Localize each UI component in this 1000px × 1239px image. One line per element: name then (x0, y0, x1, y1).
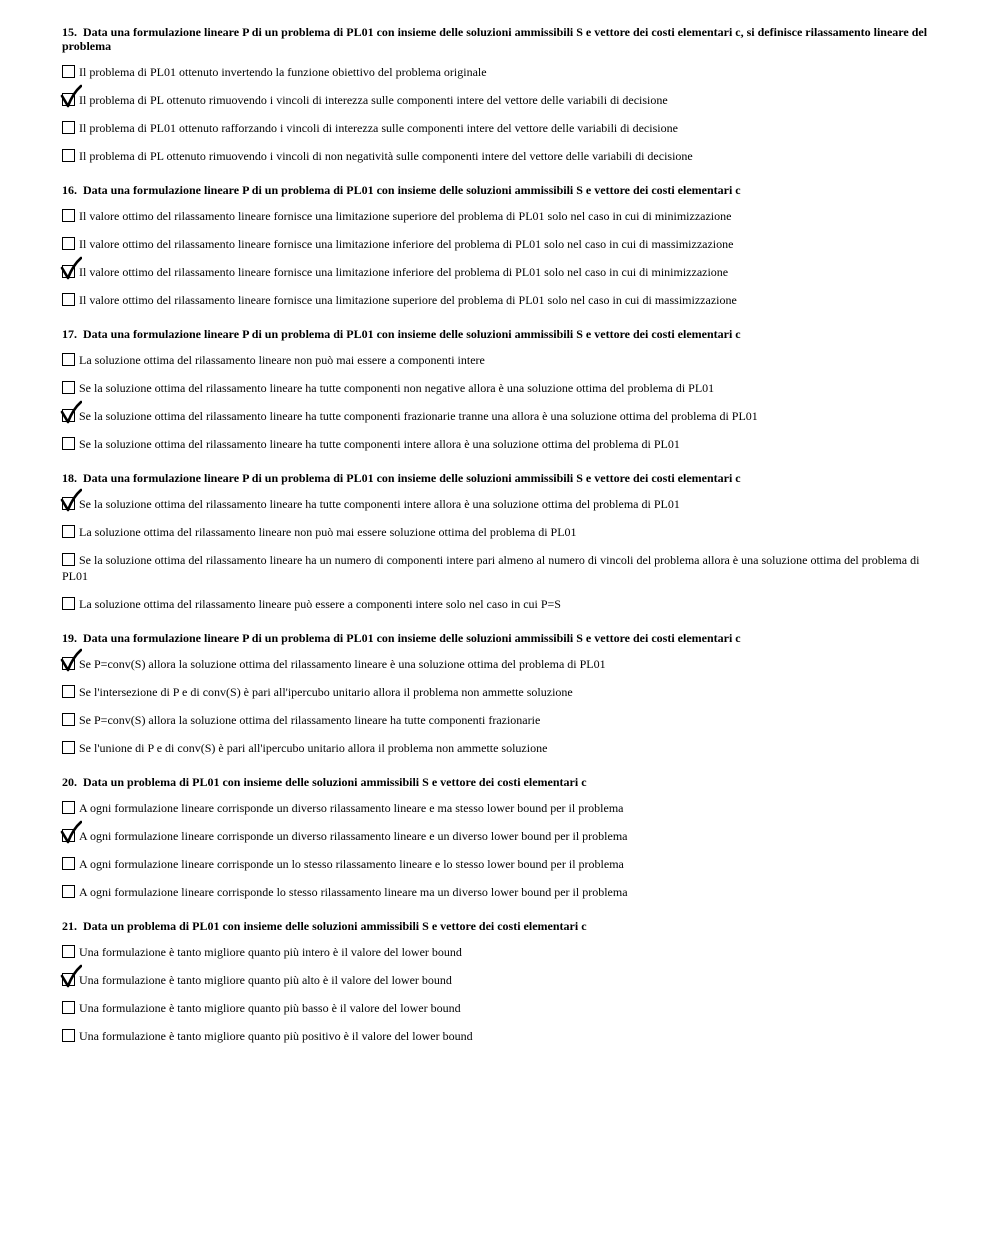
checkbox[interactable] (62, 801, 75, 814)
option-text: A ogni formulazione lineare corrisponde un diverso rilassamento lineare e un diverso lower bound per il problema (79, 829, 628, 843)
question-number: 21. (62, 919, 77, 933)
question-text: Data un problema di PL01 con insieme delle soluzioni ammissibili S e vettore dei costi elementari c (83, 919, 587, 933)
option-text: A ogni formulazione lineare corrisponde un diverso rilassamento lineare e ma stesso lower bound per il problema (79, 801, 624, 815)
question-text: Data una formulazione lineare P di un problema di PL01 con insieme delle soluzioni ammissibili S e vettore dei costi elementari c (83, 327, 741, 341)
option-text: Se l'unione di P e di conv(S) è pari all'ipercubo unitario allora il problema non ammette soluzione (79, 741, 548, 755)
option-text: Il valore ottimo del rilassamento lineare fornisce una limitazione superiore del problema di PL01 solo nel caso in cui di massimizzazione (79, 293, 737, 307)
checkbox[interactable] (62, 209, 75, 222)
question-number: 17. (62, 327, 77, 341)
question-19 (62, 631, 932, 762)
checkbox[interactable] (62, 149, 75, 162)
checkbox[interactable] (62, 1029, 75, 1042)
answer-option[interactable] (62, 1022, 932, 1050)
option-text: Il valore ottimo del rilassamento lineare fornisce una limitazione superiore del problema di PL01 solo nel caso in cui di minimizzazione (79, 209, 732, 223)
question-text: Data una formulazione lineare P di un problema di PL01 con insieme delle soluzioni ammissibili S e vettore dei costi elementari c (83, 183, 741, 197)
checkbox[interactable] (62, 437, 75, 450)
checkbox[interactable] (62, 237, 75, 250)
question-text: Data una formulazione lineare P di un problema di PL01 con insieme delle soluzioni ammissibili S e vettore dei costi elementari c (83, 631, 741, 645)
answer-option[interactable] (62, 678, 932, 706)
question-number: 16. (62, 183, 77, 197)
option-text: Una formulazione è tanto migliore quanto più intero è il valore del lower bound (79, 945, 462, 959)
checkbox[interactable] (62, 885, 75, 898)
option-text: Il problema di PL01 ottenuto invertendo la funzione obiettivo del problema originale (79, 65, 487, 79)
question-16 (62, 183, 932, 314)
option-list (62, 346, 932, 458)
option-text: La soluzione ottima del rilassamento lineare non può mai essere soluzione ottima del problema di PL01 (79, 525, 577, 539)
question-number: 19. (62, 631, 77, 645)
answer-option[interactable] (62, 114, 932, 142)
option-text: La soluzione ottima del rilassamento lineare non può mai essere a componenti intere (79, 353, 485, 367)
question-21 (62, 919, 932, 1050)
checkbox[interactable] (62, 685, 75, 698)
option-text: Se P=conv(S) allora la soluzione ottima del rilassamento lineare è una soluzione ottima del problema di PL01 (79, 657, 606, 671)
answer-option[interactable] (62, 994, 932, 1022)
option-text: Se la soluzione ottima del rilassamento lineare ha tutte componenti frazionarie tranne una allora è una soluzione ottima del problema di PL01 (79, 409, 758, 423)
checkbox[interactable] (62, 381, 75, 394)
option-list (62, 490, 932, 618)
answer-option[interactable] (62, 822, 932, 850)
option-text: Il problema di PL01 ottenuto rafforzando i vincoli di interezza sulle componenti intere del vettore delle variabili di decisione (79, 121, 678, 135)
question-title (62, 775, 932, 789)
question-number: 18. (62, 471, 77, 485)
question-title (62, 327, 932, 341)
option-text: Se la soluzione ottima del rilassamento lineare ha tutte componenti non negative allora è una soluzione ottima del problema di PL01 (79, 381, 715, 395)
checkbox-checked[interactable] (62, 265, 75, 278)
option-text: Una formulazione è tanto migliore quanto più alto è il valore del lower bound (79, 973, 452, 987)
checkbox[interactable] (62, 945, 75, 958)
checkbox[interactable] (62, 293, 75, 306)
option-list (62, 938, 932, 1050)
question-18 (62, 471, 932, 618)
answer-option[interactable] (62, 258, 932, 286)
checkbox[interactable] (62, 741, 75, 754)
question-15 (62, 25, 932, 170)
checkbox-checked[interactable] (62, 93, 75, 106)
answer-option[interactable] (62, 706, 932, 734)
checkbox-checked[interactable] (62, 829, 75, 842)
answer-option[interactable] (62, 142, 932, 170)
answer-option[interactable] (62, 966, 932, 994)
checkbox-checked[interactable] (62, 973, 75, 986)
option-text: La soluzione ottima del rilassamento lineare può essere a componenti intere solo nel caso in cui P=S (79, 597, 561, 611)
question-20 (62, 775, 932, 906)
answer-option[interactable] (62, 286, 932, 314)
option-list (62, 650, 932, 762)
question-number: 20. (62, 775, 77, 789)
option-text: A ogni formulazione lineare corrisponde lo stesso rilassamento lineare ma un diverso lower bound per il problema (79, 885, 628, 899)
question-text: Data una formulazione lineare P di un problema di PL01 con insieme delle soluzioni ammissibili S e vettore dei costi elementari c (83, 471, 741, 485)
answer-option[interactable] (62, 402, 932, 430)
checkbox[interactable] (62, 597, 75, 610)
option-list (62, 794, 932, 906)
question-text: Data un problema di PL01 con insieme delle soluzioni ammissibili S e vettore dei costi elementari c (83, 775, 587, 789)
answer-option[interactable] (62, 650, 932, 678)
option-text: Se la soluzione ottima del rilassamento lineare ha tutte componenti intere allora è una soluzione ottima del problema di PL01 (79, 497, 680, 511)
answer-option[interactable] (62, 794, 932, 822)
answer-option[interactable] (62, 430, 932, 458)
question-title (62, 631, 932, 645)
option-text: Una formulazione è tanto migliore quanto più basso è il valore del lower bound (79, 1001, 461, 1015)
answer-option[interactable] (62, 546, 932, 590)
option-text: Il valore ottimo del rilassamento lineare fornisce una limitazione inferiore del problema di PL01 solo nel caso in cui di massimizzazione (79, 237, 734, 251)
checkbox[interactable] (62, 121, 75, 134)
answer-option[interactable] (62, 518, 932, 546)
option-list (62, 202, 932, 314)
checkbox[interactable] (62, 525, 75, 538)
question-number: 15. (62, 25, 77, 39)
answer-option[interactable] (62, 86, 932, 114)
checkbox-checked[interactable] (62, 657, 75, 670)
option-text: A ogni formulazione lineare corrisponde un lo stesso rilassamento lineare e lo stesso lower bound per il problema (79, 857, 624, 871)
question-17 (62, 327, 932, 458)
checkbox-checked[interactable] (62, 497, 75, 510)
checkbox[interactable] (62, 65, 75, 78)
option-text: Il problema di PL ottenuto rimuovendo i vincoli di interezza sulle componenti intere del vettore delle variabili di decisione (79, 93, 668, 107)
option-text: Una formulazione è tanto migliore quanto più positivo è il valore del lower bound (79, 1029, 473, 1043)
answer-option[interactable] (62, 490, 932, 518)
answer-option[interactable] (62, 938, 932, 966)
answer-option[interactable] (62, 878, 932, 906)
answer-option[interactable] (62, 58, 932, 86)
checkbox[interactable] (62, 353, 75, 366)
answer-option[interactable] (62, 230, 932, 258)
answer-option[interactable] (62, 374, 932, 402)
question-title (62, 471, 932, 485)
question-title (62, 25, 932, 53)
answer-option[interactable] (62, 346, 932, 374)
answer-option[interactable] (62, 850, 932, 878)
question-title (62, 919, 932, 933)
question-title (62, 183, 932, 197)
option-text: Il valore ottimo del rilassamento lineare fornisce una limitazione inferiore del problema di PL01 solo nel caso in cui di minimizzazione (79, 265, 729, 279)
checkbox[interactable] (62, 713, 75, 726)
quiz-page (62, 25, 932, 1063)
option-text: Il problema di PL ottenuto rimuovendo i vincoli di non negatività sulle componenti intere del vettore delle variabili di decisione (79, 149, 693, 163)
answer-option[interactable] (62, 734, 932, 762)
answer-option[interactable] (62, 202, 932, 230)
option-text: Se la soluzione ottima del rilassamento lineare ha tutte componenti intere allora è una soluzione ottima del problema di PL01 (79, 437, 680, 451)
option-text: Se la soluzione ottima del rilassamento lineare ha un numero di componenti intere pari almeno al numero di vincoli del problema allora è una soluzione ottima del problema di PL01 (62, 553, 920, 583)
option-list (62, 58, 932, 170)
option-text: Se P=conv(S) allora la soluzione ottima del rilassamento lineare ha tutte componenti frazionarie (79, 713, 541, 727)
checkbox[interactable] (62, 857, 75, 870)
answer-option[interactable] (62, 590, 932, 618)
checkbox[interactable] (62, 553, 75, 566)
checkbox[interactable] (62, 1001, 75, 1014)
question-text: Data una formulazione lineare P di un problema di PL01 con insieme delle soluzioni ammissibili S e vettore dei costi elementari c, si definisce rilassamento lineare del problema (62, 25, 928, 53)
option-text: Se l'intersezione di P e di conv(S) è pari all'ipercubo unitario allora il problema non ammette soluzione (79, 685, 573, 699)
checkbox-checked[interactable] (62, 409, 75, 422)
